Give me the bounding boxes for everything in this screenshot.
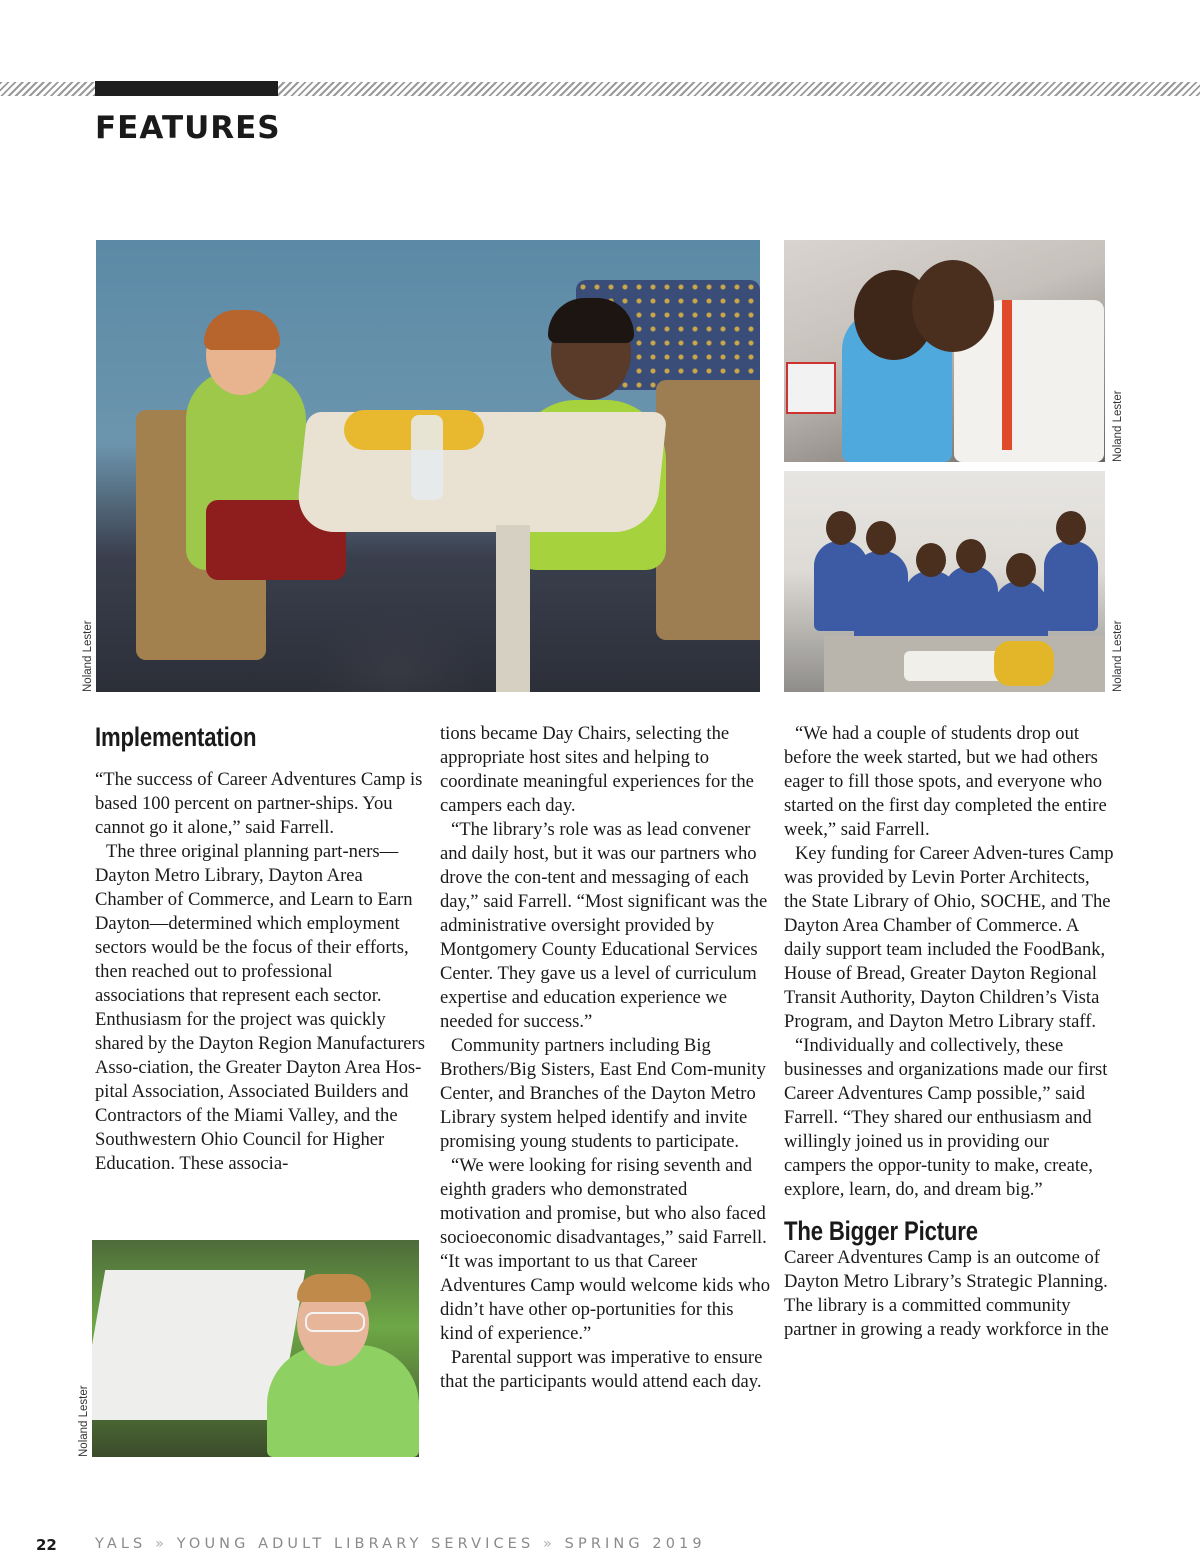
- photo-mentor-head: [912, 260, 994, 352]
- header-accent-bar: [95, 81, 278, 96]
- photo-credit-bottom-left: Noland Lester: [78, 1385, 90, 1457]
- footer-pub-short: YALS: [95, 1536, 147, 1552]
- photo-camper-6-head: [1056, 511, 1086, 545]
- paragraph: Key funding for Career Adven-tures Camp was provided by Levin Porter Architects, the State Library of Ohio, SOCHE, and The Dayton Area Chamber of Commerce. A daily support team included the FoodBank, House of Bread, Greater Dayton Regional Transit Authority, Dayton Children’s Vista Program, and Dayton Metro Library staff.: [784, 843, 1114, 1032]
- photo-camper-looking-up: [92, 1240, 419, 1457]
- photo-main-two-boys-at-table: [96, 240, 760, 692]
- photo-camper-5-head: [1006, 553, 1036, 587]
- paragraph: “Individually and collectively, these businesses and organizations made our first Career Adventures Camp possible,” said Farrell. “They shared our enthusiasm and willingly joined us in providing our campers the oppor-tunity to make, create, explore, learn, do, and dream big.”: [784, 1035, 1108, 1200]
- paragraph: Community partners including Big Brothers/Big Sisters, East End Com-munity Center, and Branches of the Dayton Metro Library system helped identify and invite promising young students to participate.: [440, 1035, 766, 1152]
- article-column-2: [440, 722, 770, 1394]
- running-footer: [95, 1536, 706, 1552]
- photo-yellow-bag: [994, 641, 1054, 686]
- photo-camper-4-head: [956, 539, 986, 573]
- paragraph: Parental support was imperative to ensure that the participants would attend each day.: [440, 1347, 763, 1392]
- paragraph: Career Adventures Camp is an outcome of Dayton Metro Library’s Strategic Planning. The library is a committed community partner in growing a ready workforce in the: [784, 1247, 1109, 1340]
- photo-safety-glasses: [305, 1312, 365, 1332]
- article-column-1: [95, 722, 425, 1176]
- paragraph: “The library’s role was as lead convener and daily host, but it was our partners who drove the con-tent and messaging of each day,” said Farrell. “Most significant was the administrative oversight provided by Montgomery County Educational Services Center. They gave us a level of curriculum expertise and education experience we needed for success.”: [440, 819, 768, 1032]
- paragraph: “The success of Career Adventures Camp is based 100 percent on partner-ships. You cannot go it alone,” said Farrell.: [95, 769, 423, 838]
- footer-pub-full: YOUNG ADULT LIBRARY SERVICES: [176, 1536, 535, 1552]
- page-number: 22: [36, 1536, 57, 1554]
- photo-camper-hair: [297, 1274, 371, 1302]
- heading-implementation: Implementation: [95, 722, 257, 752]
- photo-mentor-with-camper: [784, 240, 1105, 462]
- photo-number-card: [786, 362, 836, 414]
- photo-mentor-lanyard: [1002, 300, 1012, 450]
- paragraph: “We had a couple of students drop out before the week started, but we had others eager to fill those spots, and everyone who started on the first day completed the entire week,” said Farrell.: [784, 723, 1107, 840]
- photo-camper-2-head: [866, 521, 896, 555]
- photo-campers-group-activity: [784, 471, 1105, 692]
- photo-camper-2: [854, 551, 908, 641]
- photo-table-leg: [496, 525, 530, 692]
- photo-camper-1-head: [826, 511, 856, 545]
- footer-issue: SPRING 2019: [564, 1536, 706, 1552]
- footer-separator: »: [155, 1536, 169, 1552]
- heading-bigger-picture: The Bigger Picture: [784, 1216, 978, 1246]
- photo-camper-6: [1044, 541, 1098, 631]
- paragraph: “We were looking for rising seventh and eighth graders who demonstrated motivation and promise, but who also faced socioeconomic disadvantages,” said Farrell. “It was important to us that Career Adventures Camp would welcome kids who didn’t have other op-portunities for this kind of experience.”: [440, 1155, 770, 1344]
- paragraph: The three original planning part-ners—Dayton Metro Library, Dayton Area Chamber of Commerce, and Learn to Earn Dayton—determined which employment sectors would be the focus of their efforts, then reached out to professional associations that represent each sector. Enthusiasm for the project was quickly shared by the Dayton Region Manufacturers Asso-ciation, the Greater Dayton Area Hos-pital Association, Associated Builders and Contractors of the Miami Valley, and the Southwestern Ohio Council for Higher Education. These associa-: [95, 841, 425, 1174]
- article-column-3: [784, 722, 1114, 1342]
- section-label: FEATURES: [95, 110, 281, 146]
- photo-credit-main: Noland Lester: [82, 620, 94, 692]
- photo-credit-bottom-right: Noland Lester: [1112, 620, 1124, 692]
- photo-credit-top-right: Noland Lester: [1112, 390, 1124, 462]
- photo-chair-right: [656, 380, 760, 640]
- photo-boy-left-hair: [204, 310, 280, 350]
- footer-separator: »: [542, 1536, 556, 1552]
- photo-water-bottle: [411, 415, 443, 500]
- paragraph: tions became Day Chairs, selecting the appropriate host sites and helping to coordinate meaningful experiences for the campers each day.: [440, 723, 754, 816]
- photo-camper-3-head: [916, 543, 946, 577]
